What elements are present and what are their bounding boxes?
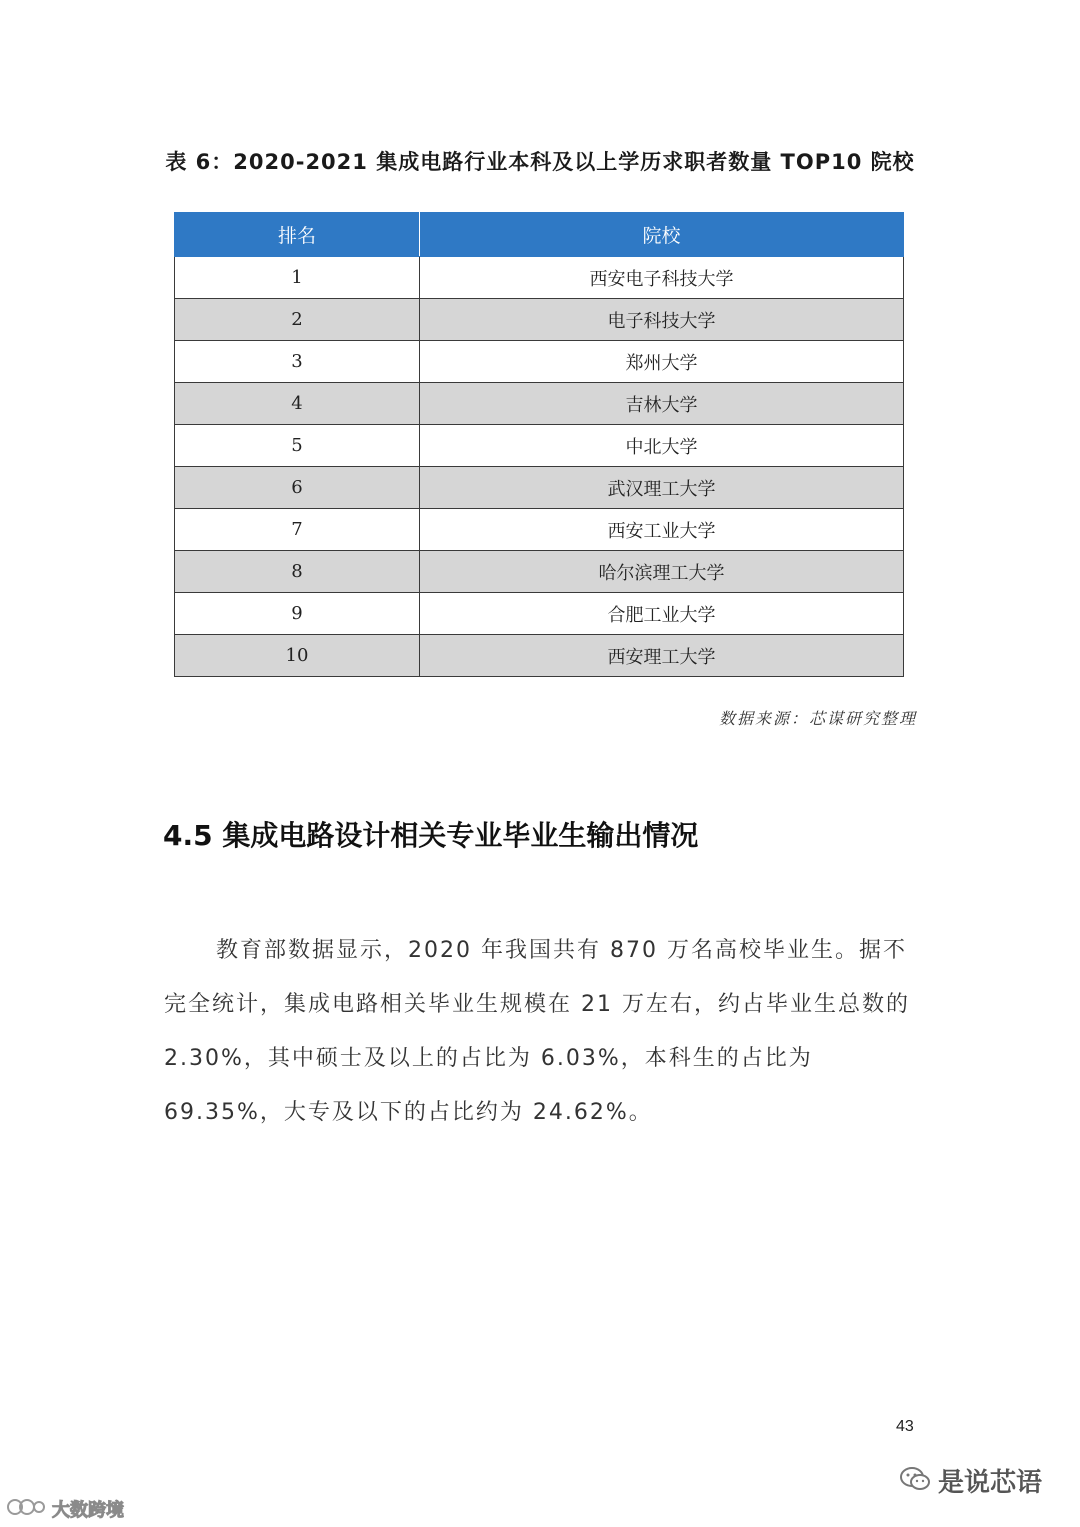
rank-cell: 4 bbox=[175, 383, 420, 425]
table-caption: 表 6：2020-2021 集成电路行业本科及以上学历求职者数量 TOP10 院校 bbox=[165, 150, 915, 174]
header-rank: 排名 bbox=[175, 213, 420, 257]
header-school: 院校 bbox=[420, 213, 904, 257]
table-row bbox=[175, 635, 904, 677]
school-cell: 西安工业大学 bbox=[420, 509, 904, 551]
body-paragraph: 教育部数据显示，2020 年我国共有 870 万名高校毕业生。据不完全统计，集成电路相关毕业生规模在 21 万左右，约占毕业生总数的 2.30%，其中硕士及以上的占比为 6.03%，本科生的占比为 69.35%，大专及以下的占比约为 24.62%。 bbox=[164, 938, 910, 1125]
brand-logo-icon bbox=[6, 1496, 46, 1522]
ranking-table bbox=[174, 212, 904, 677]
table-row bbox=[175, 509, 904, 551]
rank-cell: 1 bbox=[175, 257, 420, 299]
table-row bbox=[175, 383, 904, 425]
rank-cell: 5 bbox=[175, 425, 420, 467]
school-cell: 中北大学 bbox=[420, 425, 904, 467]
data-source-note: 数据来源：芯谋研究整理 bbox=[718, 709, 917, 728]
rank-cell: 6 bbox=[175, 467, 420, 509]
page-number: 43 bbox=[896, 1418, 914, 1435]
school-cell: 西安电子科技大学 bbox=[420, 257, 904, 299]
school-cell: 电子科技大学 bbox=[420, 299, 904, 341]
table-row bbox=[175, 341, 904, 383]
watermark-wechat bbox=[900, 1462, 1042, 1499]
rank-cell: 3 bbox=[175, 341, 420, 383]
school-cell: 西安理工大学 bbox=[420, 635, 904, 677]
table-row bbox=[175, 299, 904, 341]
watermark-left-text: 大数跨境 bbox=[52, 1500, 124, 1521]
school-cell: 武汉理工大学 bbox=[420, 467, 904, 509]
table-row bbox=[175, 425, 904, 467]
school-cell: 合肥工业大学 bbox=[420, 593, 904, 635]
section-heading: 4.5 集成电路设计相关专业毕业生输出情况 bbox=[163, 819, 699, 852]
rank-cell: 8 bbox=[175, 551, 420, 593]
rank-cell: 2 bbox=[175, 299, 420, 341]
school-cell: 郑州大学 bbox=[420, 341, 904, 383]
school-cell: 吉林大学 bbox=[420, 383, 904, 425]
school-cell: 哈尔滨理工大学 bbox=[420, 551, 904, 593]
watermark-right-text: 是说芯语 bbox=[938, 1468, 1043, 1498]
table-row bbox=[175, 467, 904, 509]
watermark-brand bbox=[6, 1496, 124, 1522]
rank-cell: 7 bbox=[175, 509, 420, 551]
table-row bbox=[175, 551, 904, 593]
table-row bbox=[175, 257, 904, 299]
table-row bbox=[175, 593, 904, 635]
table-header-row bbox=[175, 213, 904, 257]
rank-cell: 9 bbox=[175, 593, 420, 635]
wechat-icon bbox=[900, 1466, 930, 1496]
rank-cell: 10 bbox=[175, 635, 420, 677]
